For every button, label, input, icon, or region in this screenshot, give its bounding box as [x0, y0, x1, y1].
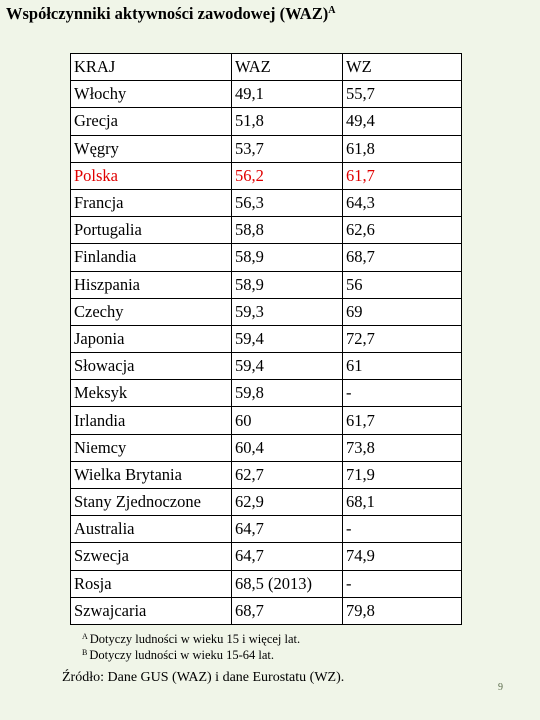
cell-wz: 56: [343, 271, 462, 298]
table-body: [71, 54, 462, 625]
cell-kraj: Włochy: [71, 81, 232, 108]
cell-kraj: Hiszpania: [71, 271, 232, 298]
footnotes: [82, 631, 300, 663]
footnote-a-text: Dotyczy ludności w wieku 15 i więcej lat.: [89, 632, 301, 646]
table-row: [71, 543, 462, 570]
table-row: [71, 162, 462, 189]
cell-wz: 61,7: [343, 407, 462, 434]
table-row: [71, 489, 462, 516]
cell-kraj: Czechy: [71, 298, 232, 325]
table-row: [71, 597, 462, 624]
footnote-b-mark: B: [82, 648, 88, 657]
cell-waz: 49,1: [232, 81, 343, 108]
cell-waz: 62,9: [232, 489, 343, 516]
cell-wz: 61,8: [343, 135, 462, 162]
cell-kraj: Szwajcaria: [71, 597, 232, 624]
cell-waz: 64,7: [232, 543, 343, 570]
cell-kraj: Finlandia: [71, 244, 232, 271]
cell-kraj: Francja: [71, 189, 232, 216]
cell-waz: 53,7: [232, 135, 343, 162]
table-row: [71, 434, 462, 461]
cell-kraj: Węgry: [71, 135, 232, 162]
cell-wz: 72,7: [343, 325, 462, 352]
table-header-row: [71, 54, 462, 81]
cell-waz: 59,4: [232, 325, 343, 352]
cell-wz: 61,7: [343, 162, 462, 189]
header-kraj: KRAJ: [71, 54, 232, 81]
table-row: [71, 380, 462, 407]
cell-wz: 69: [343, 298, 462, 325]
data-table: [70, 53, 462, 625]
table-row: [71, 570, 462, 597]
header-waz: WAZ: [232, 54, 343, 81]
cell-kraj: Meksyk: [71, 380, 232, 407]
header-wz: WZ: [343, 54, 462, 81]
table-row: [71, 189, 462, 216]
cell-waz: 68,7: [232, 597, 343, 624]
table-row: [71, 353, 462, 380]
cell-kraj: Niemcy: [71, 434, 232, 461]
table-row: [71, 108, 462, 135]
cell-waz: 64,7: [232, 516, 343, 543]
cell-wz: 62,6: [343, 217, 462, 244]
footnote-a: [82, 631, 300, 647]
cell-waz: 60,4: [232, 434, 343, 461]
cell-wz: 68,1: [343, 489, 462, 516]
source-note: Źródło: Dane GUS (WAZ) i dane Eurostatu (WZ).: [62, 670, 345, 685]
page-title: [6, 3, 534, 24]
cell-kraj: Portugalia: [71, 217, 232, 244]
cell-kraj: Australia: [71, 516, 232, 543]
table-row: [71, 325, 462, 352]
cell-kraj: Rosja: [71, 570, 232, 597]
cell-waz: 59,4: [232, 353, 343, 380]
cell-wz: 55,7: [343, 81, 462, 108]
table-row: [71, 244, 462, 271]
cell-kraj: Stany Zjednoczone: [71, 489, 232, 516]
cell-waz: 62,7: [232, 461, 343, 488]
cell-wz: 73,8: [343, 434, 462, 461]
cell-kraj: Wielka Brytania: [71, 461, 232, 488]
cell-waz: 56,2: [232, 162, 343, 189]
footnote-b: [82, 647, 300, 663]
page-number: 9: [498, 682, 503, 693]
table-row: [71, 407, 462, 434]
cell-wz: 71,9: [343, 461, 462, 488]
cell-wz: -: [343, 570, 462, 597]
cell-waz: 58,8: [232, 217, 343, 244]
cell-wz: -: [343, 380, 462, 407]
table-row: [71, 271, 462, 298]
table-row: [71, 298, 462, 325]
title-part-1: Współczynniki aktywności zawodowej (WAZ): [6, 4, 329, 23]
cell-wz: 49,4: [343, 108, 462, 135]
cell-kraj: Słowacja: [71, 353, 232, 380]
table-row: [71, 135, 462, 162]
cell-wz: 79,8: [343, 597, 462, 624]
footnote-b-text: Dotyczy ludności w wieku 15-64 lat.: [89, 648, 275, 662]
cell-waz: 60: [232, 407, 343, 434]
cell-waz: 56,3: [232, 189, 343, 216]
cell-kraj: Polska: [71, 162, 232, 189]
cell-waz: 59,8: [232, 380, 343, 407]
table-row: [71, 81, 462, 108]
cell-kraj: Japonia: [71, 325, 232, 352]
table-row: [71, 516, 462, 543]
cell-waz: 58,9: [232, 271, 343, 298]
cell-waz: 51,8: [232, 108, 343, 135]
cell-kraj: Grecja: [71, 108, 232, 135]
cell-waz: 68,5 (2013): [232, 570, 343, 597]
cell-wz: 74,9: [343, 543, 462, 570]
cell-wz: 64,3: [343, 189, 462, 216]
table-row: [71, 461, 462, 488]
footnote-a-mark: A: [82, 632, 88, 641]
cell-wz: -: [343, 516, 462, 543]
title-superscript-a: A: [328, 5, 336, 16]
table-row: [71, 217, 462, 244]
cell-wz: 61: [343, 353, 462, 380]
cell-kraj: Szwecja: [71, 543, 232, 570]
cell-waz: 59,3: [232, 298, 343, 325]
cell-waz: 58,9: [232, 244, 343, 271]
cell-wz: 68,7: [343, 244, 462, 271]
cell-kraj: Irlandia: [71, 407, 232, 434]
